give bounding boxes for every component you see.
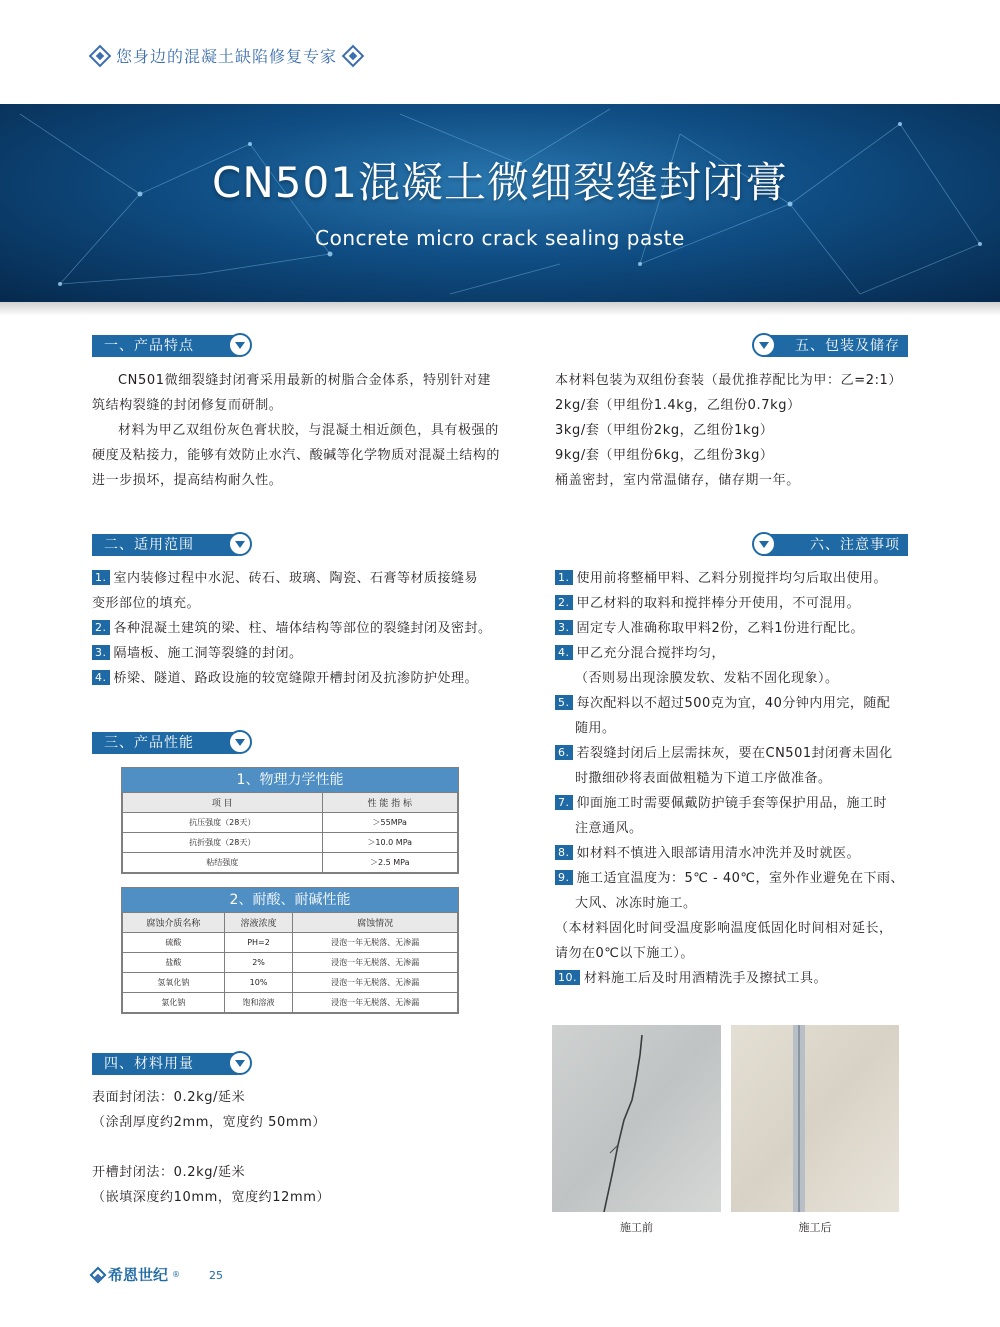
- section-title: 一、产品特点: [104, 338, 194, 354]
- table-title: 2、耐酸、耐碱性能: [122, 888, 458, 912]
- list-item: 2. 甲乙材料的取料和搅拌棒分开使用，不可混用。: [555, 591, 935, 616]
- list-item-continuation: 注意通风。: [575, 821, 643, 836]
- footer-brand: 希恩世纪: [108, 1266, 169, 1284]
- table-row: 粘结强度 ＞2.5 MPa: [123, 853, 458, 873]
- usage-line: （嵌填深度约10mm，宽度约12mm）: [92, 1190, 331, 1205]
- packaging-text: [555, 368, 935, 493]
- scope-list: [92, 566, 512, 691]
- list-item: 8. 如材料不慎进入眼部请用清水冲洗并及时就医。: [555, 841, 935, 866]
- chevron-down-icon: [752, 333, 776, 357]
- table-title: 1、物理力学性能: [122, 768, 458, 792]
- list-item: 6. 若裂缝封闭后上层需抹灰，要在CN501封闭膏未固化: [555, 741, 935, 766]
- section-header-notes: [762, 534, 908, 556]
- packaging-line: 本材料包装为双组份套装（最优推荐配比为甲：乙=2:1）: [555, 373, 903, 388]
- usage-line: （涂刮厚度约2mm，宽度约 50mm）: [92, 1115, 326, 1130]
- list-item: 10. 材料施工后及时用酒精洗手及擦拭工具。: [555, 966, 935, 991]
- table-row: 抗压强度（28天） ＞55MPa: [123, 813, 458, 833]
- list-item: 3. 隔墙板、施工洞等裂缝的封闭。: [92, 641, 512, 666]
- list-item: 5. 每次配料以不超过500克为宜，40分钟内用完，随配: [555, 691, 935, 716]
- section-title: 六、注意事项: [810, 537, 900, 553]
- list-item: 9. 施工适宜温度为：5℃ - 40℃，室外作业避免在下雨、: [555, 866, 935, 891]
- chevron-down-icon: [228, 532, 252, 556]
- diamond-logo-icon: [89, 44, 112, 67]
- list-item: 2. 各种混凝土建筑的梁、柱、墙体结构等部位的裂缝封闭及密封。: [92, 616, 512, 641]
- packaging-line: 3kg/套（甲组份2kg，乙组份1kg）: [555, 423, 774, 438]
- list-item-continuation: 随用。: [575, 721, 616, 736]
- chevron-down-icon: [752, 532, 776, 556]
- list-item: 4. 甲乙充分混合搅拌均匀，: [555, 641, 935, 666]
- physical-properties-table: [121, 767, 459, 874]
- product-subtitle: Concrete micro crack sealing paste: [315, 226, 685, 250]
- list-item: 4. 桥梁、隧道、路政设施的较宽缝隙开槽封闭及抗渗防护处理。: [92, 666, 512, 691]
- title-banner: [0, 104, 1000, 302]
- section-header-performance: [92, 732, 238, 754]
- list-item: 7. 仰面施工时需要佩戴防护镜手套等保护用品，施工时: [555, 791, 935, 816]
- photo-caption-after: 施工后: [798, 1221, 832, 1234]
- usage-line: 表面封闭法：0.2kg/延米: [92, 1090, 246, 1105]
- section-title: 五、包装及储存: [795, 338, 900, 354]
- diamond-logo-icon: [342, 44, 365, 67]
- packaging-line: 2kg/套（甲组份1.4kg，乙组份0.7kg）: [555, 398, 801, 413]
- chevron-down-icon: [228, 333, 252, 357]
- section-title: 三、产品性能: [104, 735, 194, 751]
- notes-extra: 请勿在0℃以下施工）。: [555, 946, 694, 961]
- list-item-continuation: 大风、冰冻时施工。: [575, 896, 697, 911]
- section-header-features: [92, 335, 238, 357]
- section-header-usage: [92, 1053, 238, 1075]
- table-header: 腐蚀情况: [293, 913, 458, 933]
- features-text: [92, 368, 504, 493]
- table-row: 硫酸 PH=2 浸泡一年无脱落、无渗漏: [123, 933, 458, 953]
- section-title: 二、适用范围: [104, 537, 194, 553]
- table-header: 腐蚀介质名称: [123, 913, 225, 933]
- table-header: 性 能 指 标: [322, 793, 458, 813]
- table-row: 氯化钠 饱和溶液 浸泡一年无脱落、无渗漏: [123, 993, 458, 1013]
- page-number: 25: [209, 1269, 223, 1282]
- usage-text: [92, 1085, 492, 1210]
- packaging-line: 9kg/套（甲组份6kg，乙组份3kg）: [555, 448, 774, 463]
- table-row: 抗折强度（28天） ＞10.0 MPa: [123, 833, 458, 853]
- photo-before: [552, 1025, 721, 1212]
- photo-after: [731, 1025, 899, 1212]
- table-header: 溶液浓度: [224, 913, 292, 933]
- acid-alkali-resistance-table: [121, 887, 459, 1014]
- footer-logo: [92, 1264, 180, 1285]
- table-header: 项 目: [123, 793, 323, 813]
- chevron-down-icon: [228, 1051, 252, 1075]
- photo-caption-before: 施工前: [620, 1221, 653, 1234]
- list-item-continuation: （否则易出现涂膜发软、发粘不固化现象）。: [575, 671, 839, 686]
- registered-mark: ®: [172, 1270, 181, 1279]
- product-title: CN501混凝土微细裂缝封闭膏: [212, 158, 788, 207]
- notes-extra: （本材料固化时间受温度影响温度低固化时间相对延长，: [555, 921, 893, 936]
- features-paragraph-1: CN501微细裂缝封闭膏采用最新的树脂合金体系，特别针对建筑结构裂缝的封闭修复而研制。: [92, 373, 492, 413]
- section-header-scope: [92, 534, 238, 556]
- table-row: 盐酸 2% 浸泡一年无脱落、无渗漏: [123, 953, 458, 973]
- list-item: 1. 使用前将整桶甲料、乙料分别搅拌均匀后取出使用。: [555, 566, 935, 591]
- banner-shadow: [0, 302, 1000, 316]
- usage-line: 开槽封闭法：0.2kg/延米: [92, 1165, 246, 1180]
- section-title: 四、材料用量: [104, 1056, 194, 1072]
- chevron-down-icon: [228, 730, 252, 754]
- list-item-continuation: 变形部位的填充。: [92, 596, 201, 611]
- list-item: 1. 室内装修过程中水泥、砖石、玻璃、陶瓷、石膏等材质接缝易: [92, 566, 512, 591]
- header-tagline-group: [92, 44, 361, 67]
- packaging-line: 桶盖密封，室内常温储存，储存期一年。: [555, 473, 800, 488]
- brand-logo-icon: [90, 1266, 107, 1283]
- notes-list: [555, 566, 935, 991]
- list-item-continuation: 时撒细砂将表面做粗糙为下道工序做准备。: [575, 771, 832, 786]
- table-row: 氢氧化钠 10% 浸泡一年无脱落、无渗漏: [123, 973, 458, 993]
- header-tagline: 您身边的混凝土缺陷修复专家: [116, 47, 338, 66]
- section-header-packaging: [762, 335, 908, 357]
- features-paragraph-2: 材料为甲乙双组份灰色膏状胶，与混凝土相近颜色，具有极强的硬度及粘接力，能够有效防止水汽、酸碱等化学物质对混凝土结构的进一步损坏，提高结构耐久性。: [92, 423, 501, 488]
- list-item: 3. 固定专人准确称取甲料2份，乙料1份进行配比。: [555, 616, 935, 641]
